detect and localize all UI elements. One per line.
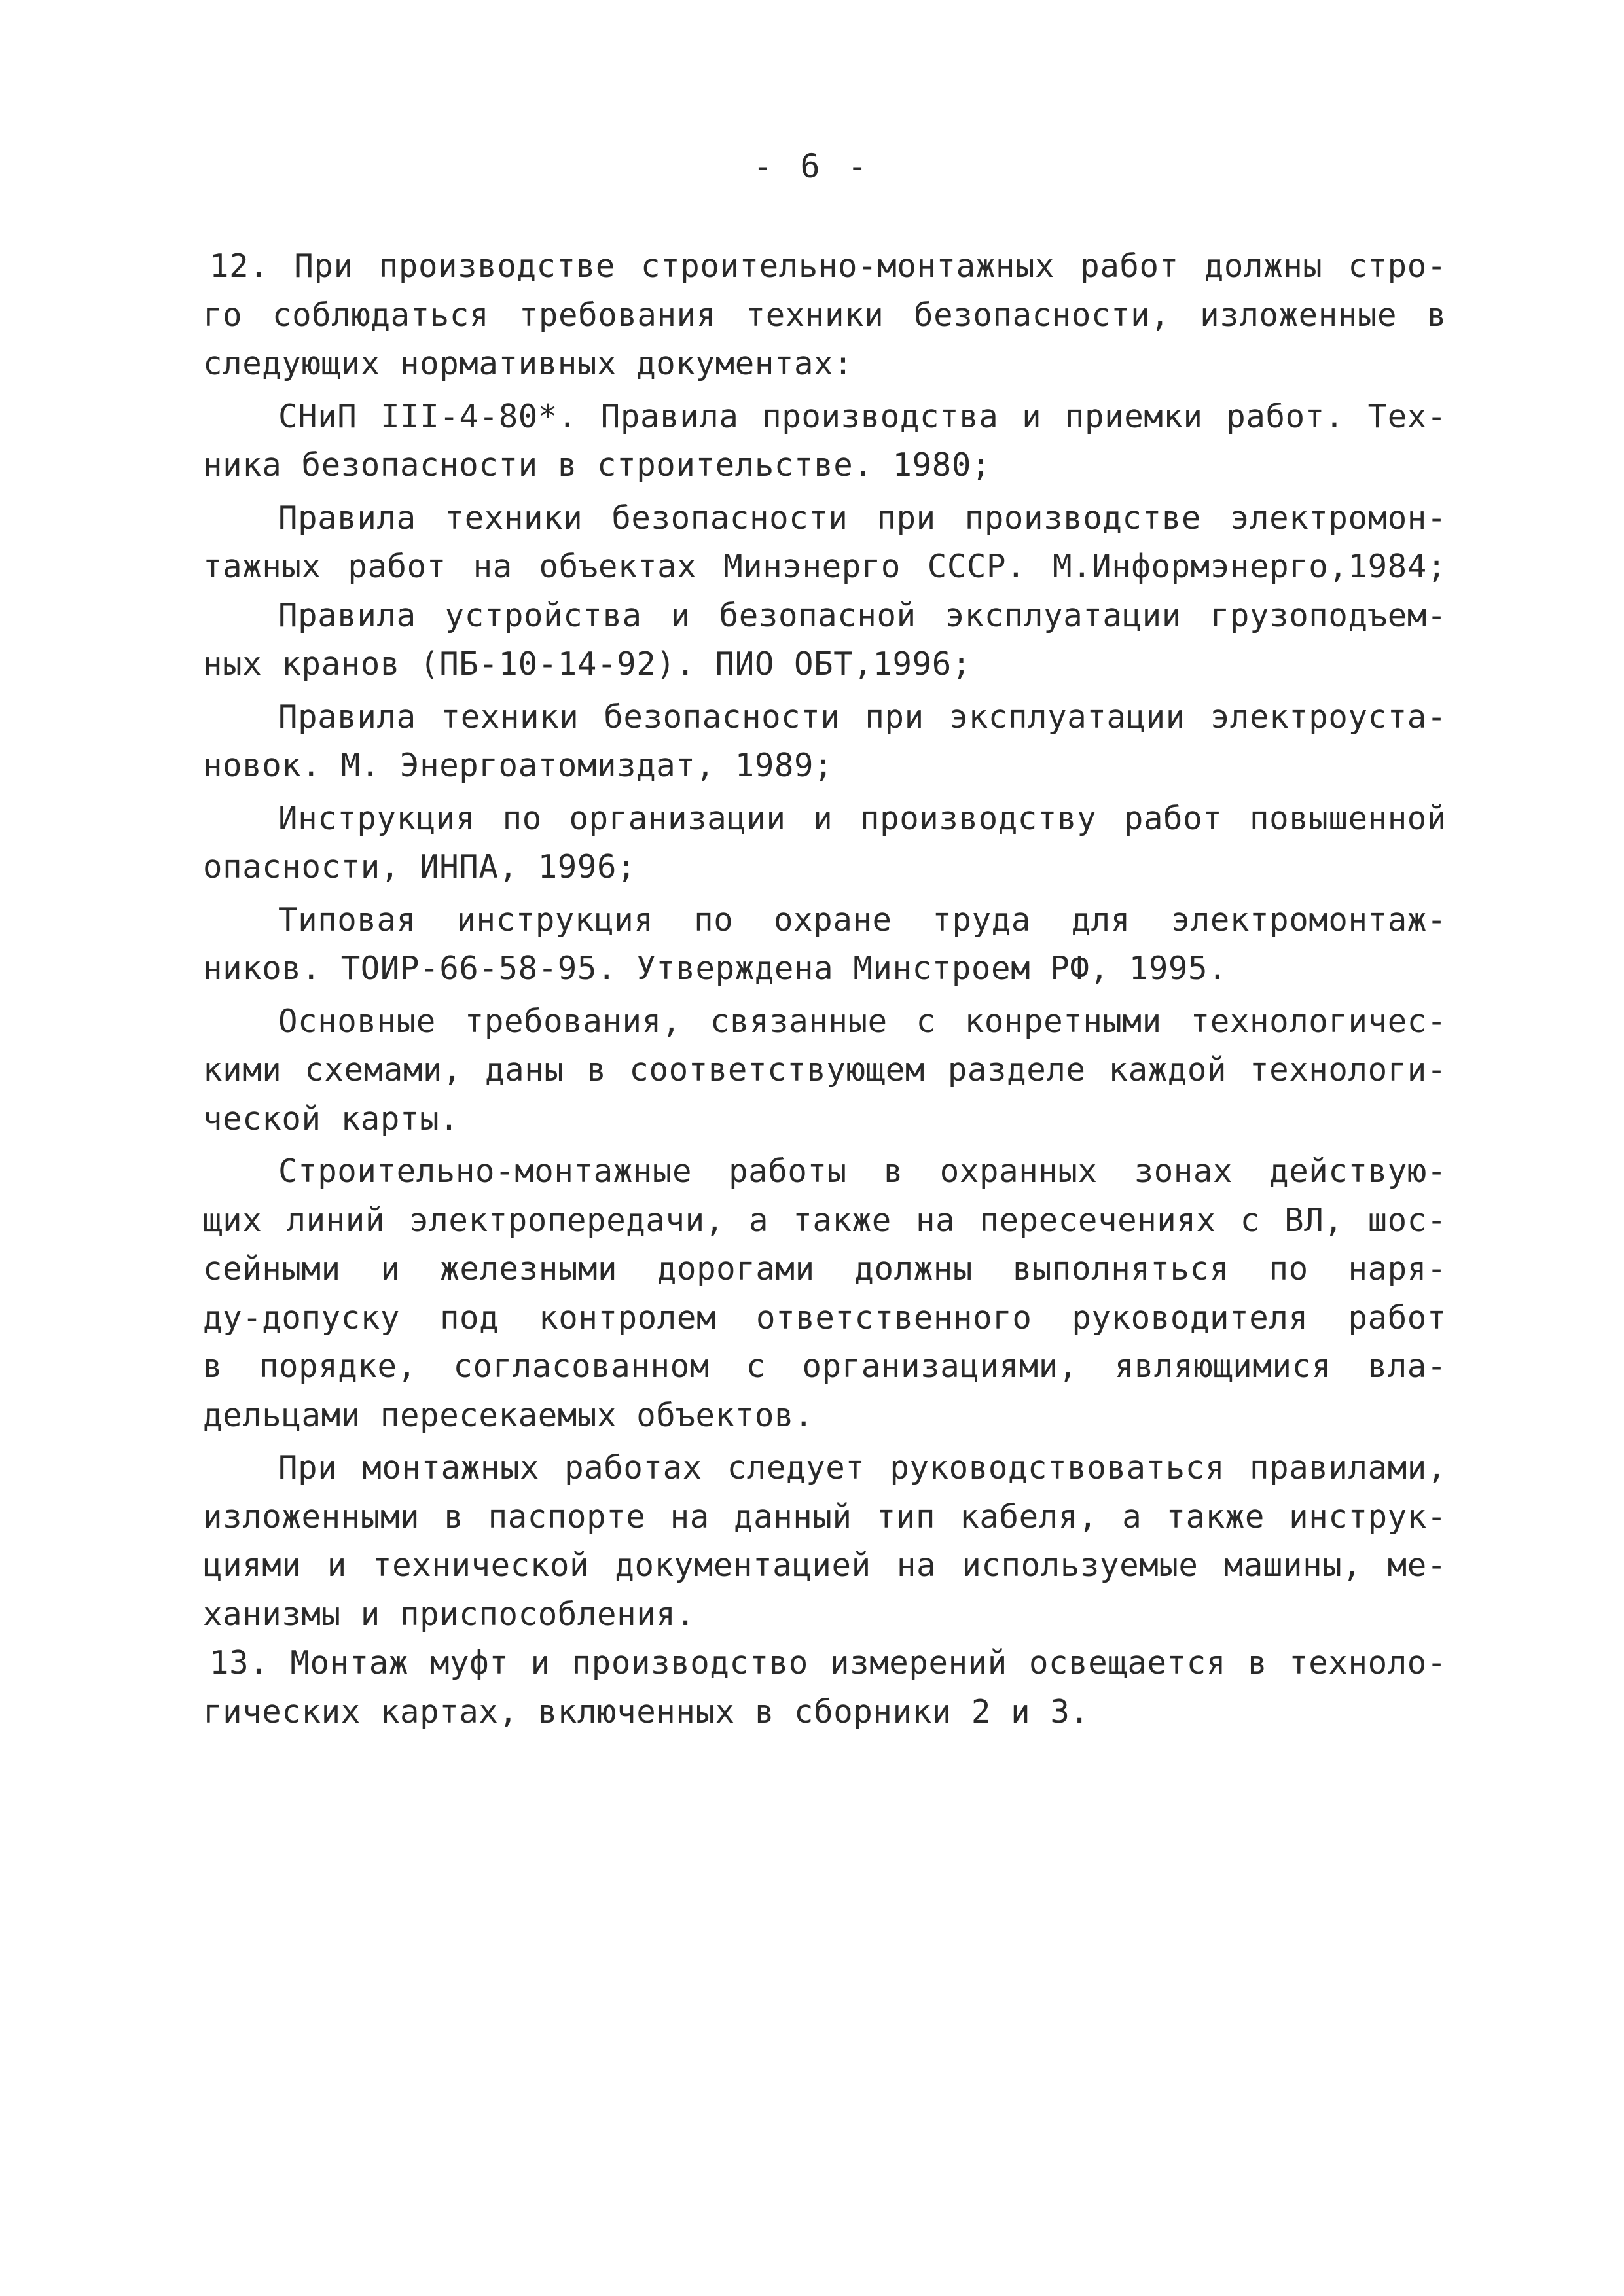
text-line: ханизмы и приспособления. <box>203 1595 696 1633</box>
text-line: циями и технической документацией на используемые машины, ме- <box>203 1547 1447 1584</box>
paragraph-installation-works <box>203 1444 1447 1639</box>
text-line: опасности, ИНПА, 1996; <box>203 848 637 886</box>
text-line: тажных работ на объектах Минэнерго СССР. М.Информэнерго,1984; <box>203 548 1447 585</box>
paragraph-typical-instruction <box>203 896 1447 994</box>
text-line: гических картах, включенных в сборники 2 и 3. <box>203 1693 1090 1731</box>
text-line: При монтажных работах следует руководствоваться правилами, <box>278 1449 1447 1486</box>
text-line: в порядке, согласованном с организациями, являющимися вла- <box>203 1348 1447 1385</box>
paragraph-protected-zones <box>203 1147 1447 1440</box>
text-line: ника безопасности в строительстве. 1980; <box>203 446 992 484</box>
text-line: СНиП III-4-80*. Правила производства и приемки работ. Тех- <box>278 397 1447 435</box>
text-line: ных кранов (ПБ-10-14-92). ПИО ОБТ,1996; <box>203 645 971 683</box>
paragraph-electrical-operation-rules <box>203 693 1447 791</box>
paragraph-electrical-installation-rules <box>203 494 1447 592</box>
text-line: Основные требования, связанные с конретными технологичес- <box>278 1002 1447 1040</box>
text-line: сейными и железными дорогами должны выполняться по наря- <box>203 1250 1447 1287</box>
text-line: ческой карты. <box>203 1100 460 1138</box>
text-line: Правила техники безопасности при эксплуатации электроуста- <box>278 698 1447 736</box>
text-line: кими схемами, даны в соответствующем разделе каждой технологи- <box>203 1051 1447 1088</box>
document-body <box>203 242 1447 1736</box>
text-line: новок. М. Энергоатомиздат, 1989; <box>203 747 834 784</box>
text-line: Типовая инструкция по охране труда для электромонтаж- <box>278 901 1447 939</box>
text-line: Инструкция по организации и производству работ повышенной <box>278 799 1447 837</box>
paragraph-basic-requirements <box>203 997 1447 1144</box>
paragraph-snip <box>203 393 1447 490</box>
text-line: Строительно-монтажные работы в охранных зонах действую- <box>278 1153 1447 1190</box>
paragraph-high-danger-works <box>203 795 1447 892</box>
text-line: изложенными в паспорте на данный тип кабеля, а также инструк- <box>203 1498 1447 1535</box>
text-line: ников. ТОИР-66-58-95. Утверждена Минстроем РФ, 1995. <box>203 950 1228 987</box>
text-line: ду-допуску под контролем ответственного руководителя работ <box>203 1299 1447 1336</box>
text-line: го соблюдаться требования техники безопасности, изложенные в <box>203 296 1447 334</box>
paragraph-crane-rules <box>203 592 1447 689</box>
page-number: - 6 - <box>753 147 871 185</box>
text-line: дельцами пересекаемых объектов. <box>203 1396 814 1434</box>
paragraph-12 <box>203 242 1447 389</box>
text-line: щих линий электропередачи, а также на пересечениях с ВЛ, шос- <box>203 1201 1447 1239</box>
paragraph-13 <box>203 1639 1447 1736</box>
text-line: 12. При производстве строительно-монтажных работ должны стро- <box>209 247 1447 285</box>
text-line: Правила устройства и безопасной эксплуатации грузоподъем- <box>278 596 1447 634</box>
text-line: 13. Монтаж муфт и производство измерений освещается в техноло- <box>209 1644 1447 1681</box>
text-line: Правила техники безопасности при производстве электромон- <box>278 499 1447 537</box>
text-line: следующих нормативных документах: <box>203 345 854 382</box>
